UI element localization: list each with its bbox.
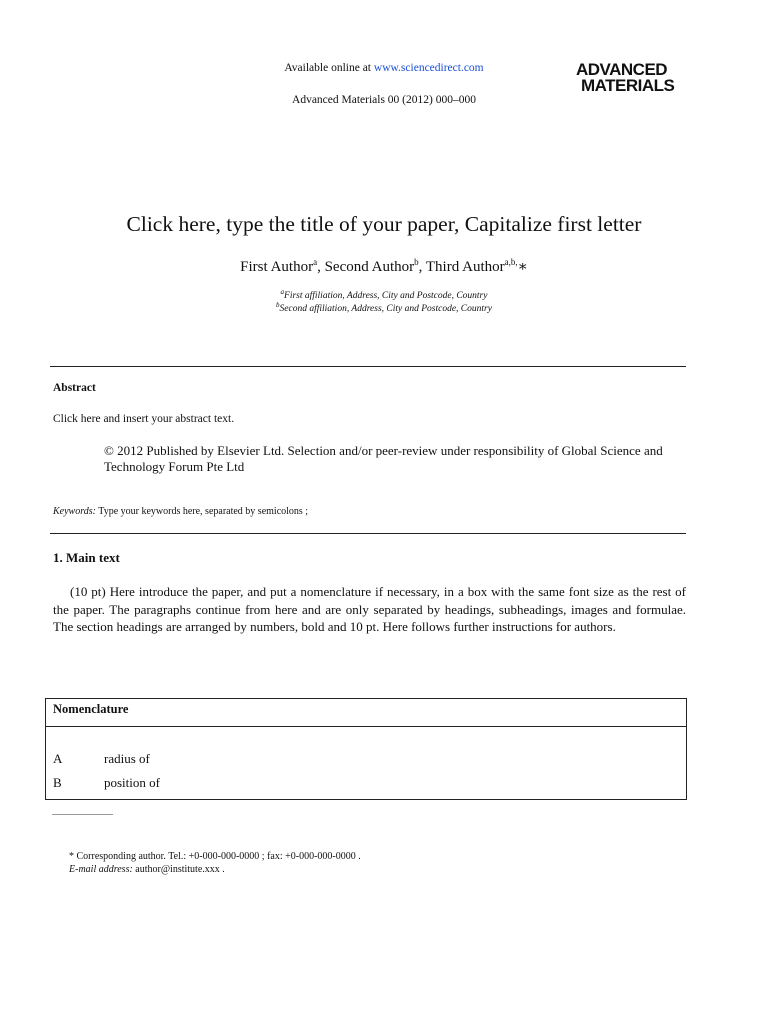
logo-line-1: ADVANCED	[576, 60, 668, 79]
nomenclature-symbol: A	[53, 751, 63, 766]
affiliation-1-mark: a	[280, 287, 285, 296]
keywords-text: Type your keywords here, separated by semicolons ;	[95, 506, 309, 517]
affiliation-1	[0, 287, 768, 301]
nomenclature-description: radius of	[104, 751, 150, 766]
paper-title: Click here, type the title of your paper, Capitalize first letter	[126, 212, 642, 236]
nomenclature-box	[45, 698, 687, 800]
author-1-name: First Author	[240, 259, 314, 275]
affiliation-2-mark: b	[276, 300, 280, 309]
logo-line-2: MATERIALS	[581, 76, 675, 95]
author-separator: ,	[317, 259, 325, 275]
sciencedirect-link[interactable]: www.sciencedirect.com	[373, 62, 484, 74]
journal-logo	[575, 62, 697, 96]
keywords-line	[53, 506, 308, 517]
copyright-notice: © 2012 Published by Elsevier Ltd. Selection and/or peer-review under responsibility of Global Science and Technology Forum Pte Ltd	[104, 443, 663, 474]
abstract-heading: Abstract	[53, 382, 96, 394]
author-2-affiliation-mark: b	[414, 257, 419, 267]
abstract-text: Click here and insert your abstract text.	[53, 413, 235, 425]
nomenclature-header	[46, 699, 686, 727]
affiliation-2	[0, 300, 768, 314]
author-list	[0, 257, 768, 276]
author-2-name: Second Author	[324, 259, 415, 275]
availability-prefix: Available online at	[284, 62, 374, 74]
email-footnote	[69, 864, 225, 875]
author-1-affiliation-mark: a	[313, 257, 318, 267]
footnote-rule	[52, 814, 113, 815]
section-heading: 1. Main text	[53, 550, 120, 565]
abstract-bottom-rule	[50, 533, 686, 534]
author-separator: ,	[418, 259, 426, 275]
corresponding-author-footnote: * Corresponding author. Tel.: +0-000-000-0000 ; fax: +0-000-000-0000 .	[69, 851, 361, 862]
author-3-name: Third Author	[425, 259, 505, 275]
affiliation-1-text: First affiliation, Address, City and Postcode, Country	[284, 291, 488, 301]
nomenclature-heading: Nomenclature	[53, 702, 129, 716]
keywords-label: Keywords:	[53, 506, 96, 517]
nomenclature-description: position of	[104, 775, 160, 790]
corresponding-author-mark: ∗	[517, 259, 528, 275]
body-paragraph: (10 pt) Here introduce the paper, and put a nomenclature if necessary, in a box with the same font size as the rest of the paper. The paragraphs continue from here and are only separated by headings, subheadings, images and formulae. The section headings are arranged by numbers, bold and 10 pt. Here follows further instructions for authors.	[53, 584, 686, 634]
affiliation-2-text: Second affiliation, Address, City and Postcode, Country	[279, 304, 492, 314]
nomenclature-symbol: B	[53, 775, 62, 790]
email-label: E-mail address:	[69, 864, 133, 875]
journal-line: Advanced Materials 00 (2012) 000–000	[292, 94, 476, 106]
author-3-affiliation-mark: a,b,	[504, 257, 518, 267]
abstract-top-rule	[50, 366, 686, 367]
email-value: author@institute.xxx .	[132, 864, 225, 875]
